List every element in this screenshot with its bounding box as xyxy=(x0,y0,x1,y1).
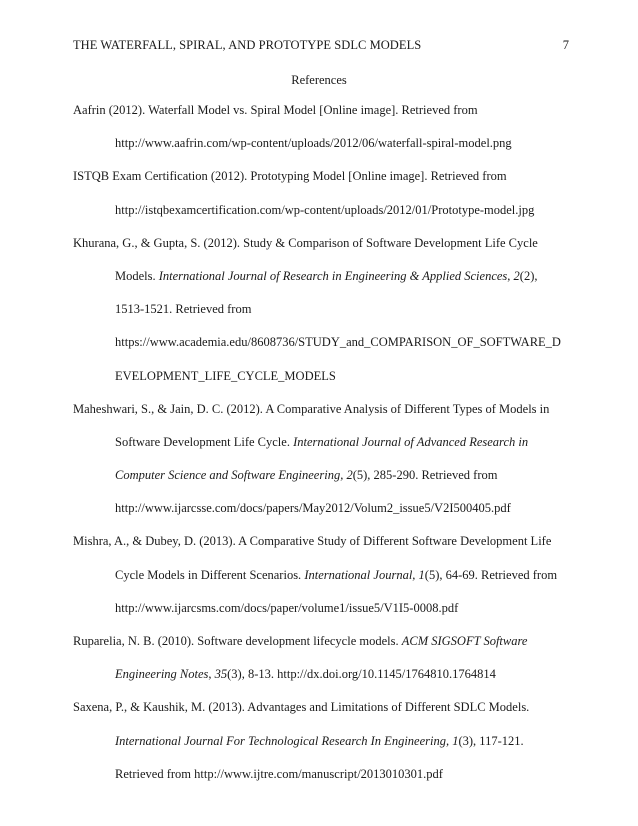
italic-text: International Journal of Research in Engineering & Applied Sciences xyxy=(158,268,508,283)
reference-entry xyxy=(73,102,569,168)
reference-entry xyxy=(73,633,569,699)
reference-line xyxy=(73,102,569,135)
italic-text: Engineering Notes xyxy=(115,667,209,682)
reference-line xyxy=(73,600,569,633)
reference-line xyxy=(73,666,569,699)
italic-text: International Journal of Advanced Research in xyxy=(293,434,529,449)
text: Aafrin (2012). Waterfall Model vs. Spiral Model [Online image]. Retrieved from xyxy=(73,103,478,117)
italic-text: International Journal For Technological Research In Engineering, 1 xyxy=(115,733,459,748)
text: Cycle Models in Different Scenarios. xyxy=(115,567,305,582)
text: http://www.aafrin.com/wp-content/uploads/2012/06/waterfall-spiral-model.png xyxy=(115,136,512,151)
text: Mishra, A., & Dubey, D. (2013). A Comparative Study of Different Software Development Life xyxy=(73,534,552,549)
references-heading: References xyxy=(291,73,347,87)
reference-line xyxy=(73,135,569,168)
reference-line xyxy=(73,533,569,566)
text: (3), 8-13. http://dx.doi.org/10.1145/1764810.1764814 xyxy=(227,667,496,682)
reference-entry xyxy=(73,168,569,234)
text: Software Development Life Cycle. xyxy=(115,434,294,449)
text: http://www.ijarcsse.com/docs/papers/May2012/Volum2_issue5/V2I500405.pdf xyxy=(115,501,511,516)
text: Saxena, P., & Kaushik, M. (2013). Advantages and Limitations of Different SDLC Models. xyxy=(73,700,530,715)
italic-text: Computer Science and Software Engineering, 2 xyxy=(115,468,353,483)
italic-text: ACM SIGSOFT Software xyxy=(401,634,528,648)
text: 1513-1521. Retrieved from xyxy=(115,302,252,317)
text: , xyxy=(208,667,215,682)
reference-list xyxy=(73,102,569,799)
text: Maheshwari, S., & Jain, D. C. (2012). A Comparative Analysis of Different Types of Models in xyxy=(73,401,550,416)
reference-line xyxy=(73,467,569,500)
reference-line xyxy=(73,434,569,467)
reference-line xyxy=(73,268,569,301)
italic-text: 35 xyxy=(214,667,228,682)
text: ISTQB Exam Certification (2012). Prototyping Model [Online image]. Retrieved from xyxy=(73,169,507,184)
reference-line xyxy=(73,733,569,766)
reference-entry xyxy=(73,699,569,799)
reference-entry xyxy=(73,235,569,401)
text: Ruparelia, N. B. (2010). Software development lifecycle models. xyxy=(73,634,402,648)
reference-line xyxy=(73,500,569,533)
reference-line xyxy=(73,368,569,401)
text: (3), 117-121. xyxy=(458,733,524,748)
reference-line xyxy=(73,202,569,235)
reference-line xyxy=(73,401,569,434)
reference-line xyxy=(73,301,569,334)
italic-text: International Journal, 1 xyxy=(304,567,425,582)
text: Khurana, G., & Gupta, S. (2012). Study & Comparison of Software Development Life Cycle xyxy=(73,235,538,250)
running-head-title: THE WATERFALL, SPIRAL, AND PROTOTYPE SDLC MODELS xyxy=(73,38,422,52)
reference-entry xyxy=(73,401,569,534)
reference-line xyxy=(73,168,569,201)
text: (5), 285-290. Retrieved from xyxy=(352,468,498,483)
reference-line xyxy=(73,235,569,268)
reference-line xyxy=(73,699,569,732)
reference-line xyxy=(73,567,569,600)
page-number: 7 xyxy=(562,38,569,52)
text: https://www.academia.edu/8608736/STUDY_and_COMPARISON_OF_SOFTWARE_D xyxy=(115,335,561,350)
text: Retrieved from http://www.ijtre.com/manuscript/2013010301.pdf xyxy=(115,766,443,781)
text: Models. xyxy=(115,268,159,283)
reference-entry xyxy=(73,533,569,633)
text: EVELOPMENT_LIFE_CYCLE_MODELS xyxy=(115,368,336,383)
text: , xyxy=(507,268,514,283)
reference-line xyxy=(73,633,569,666)
text: (5), 64-69. Retrieved from xyxy=(424,567,558,582)
reference-line xyxy=(73,334,569,367)
text: (2), xyxy=(519,268,538,283)
text: http://istqbexamcertification.com/wp-content/uploads/2012/01/Prototype-model.jpg xyxy=(115,202,535,217)
reference-line xyxy=(73,766,569,799)
italic-text: 2 xyxy=(513,268,520,283)
text: http://www.ijarcsms.com/docs/paper/volume1/issue5/V1I5-0008.pdf xyxy=(115,600,459,615)
